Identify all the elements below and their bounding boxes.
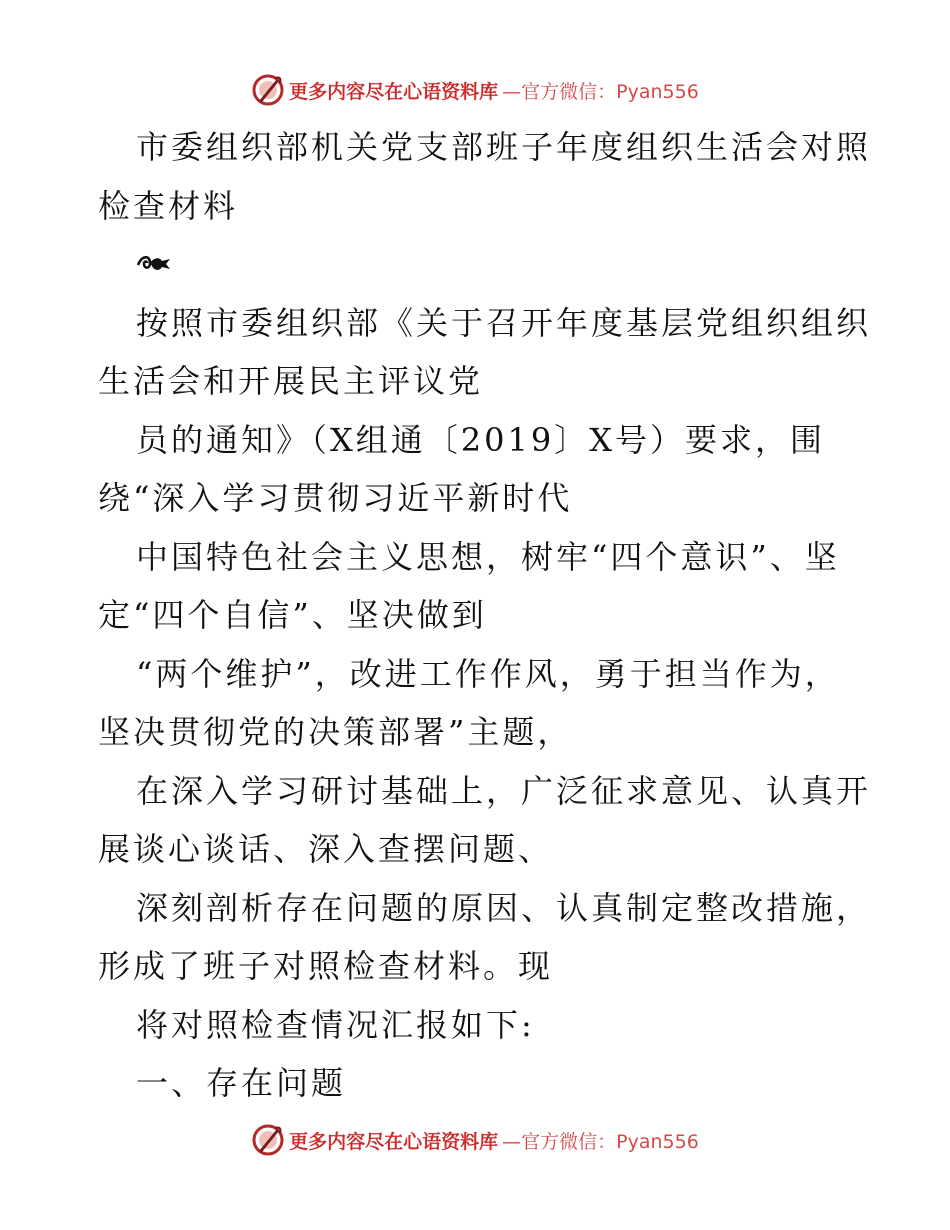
document-line: 中国特色社会主义思想，树牢“四个意识”、坚 — [136, 537, 840, 576]
document-line: 形成了班子对照检查材料。现 — [98, 947, 554, 985]
document-line: 深刻剖析存在问题的原因、认真制定整改措施， — [136, 888, 872, 927]
document-line: “两个维护”，改进工作作风，勇于担当作为， — [136, 654, 840, 693]
document-line: 生活会和开展民主评议党 — [98, 362, 484, 400]
document-line: 检查材料 — [98, 186, 239, 225]
document-line: 按照市委组织部《关于召开年度基层党组织组织 — [136, 303, 872, 342]
quill-seal-icon — [251, 73, 285, 107]
fleuron-icon — [98, 235, 854, 294]
watermark-text: 更多内容尽在心语资料库 — [289, 80, 499, 103]
header-watermark — [0, 70, 950, 110]
quill-seal-icon — [251, 1123, 285, 1157]
document-line: 在深入学习研讨基础上，广泛征求意见、认真开 — [136, 771, 872, 810]
document-line: 将对照检查情况汇报如下: — [136, 1005, 535, 1044]
document-line: 市委组织部机关党支部班子年度组织生活会对照 — [136, 128, 872, 166]
document-line: 一、存在问题 — [136, 1064, 347, 1102]
document-body — [98, 118, 872, 1113]
document-line: 绕“深入学习贯彻习近平新时代 — [98, 479, 573, 517]
document-line: 坚决贯彻党的决策部署”主题， — [98, 713, 573, 751]
watermark-wechat: —官方微信：Pyan556 — [502, 1130, 699, 1153]
watermark-text: 更多内容尽在心语资料库 — [289, 1130, 499, 1153]
footer-watermark — [0, 1120, 950, 1160]
document-line: 展谈心谈话、深入查摆问题、 — [98, 830, 554, 868]
document-line: 定“四个自信”、坚决做到 — [98, 596, 487, 634]
watermark-wechat: —官方微信：Pyan556 — [502, 80, 699, 103]
document-line: 员的通知》（X组通〔2019〕X号）要求，围 — [136, 420, 826, 459]
